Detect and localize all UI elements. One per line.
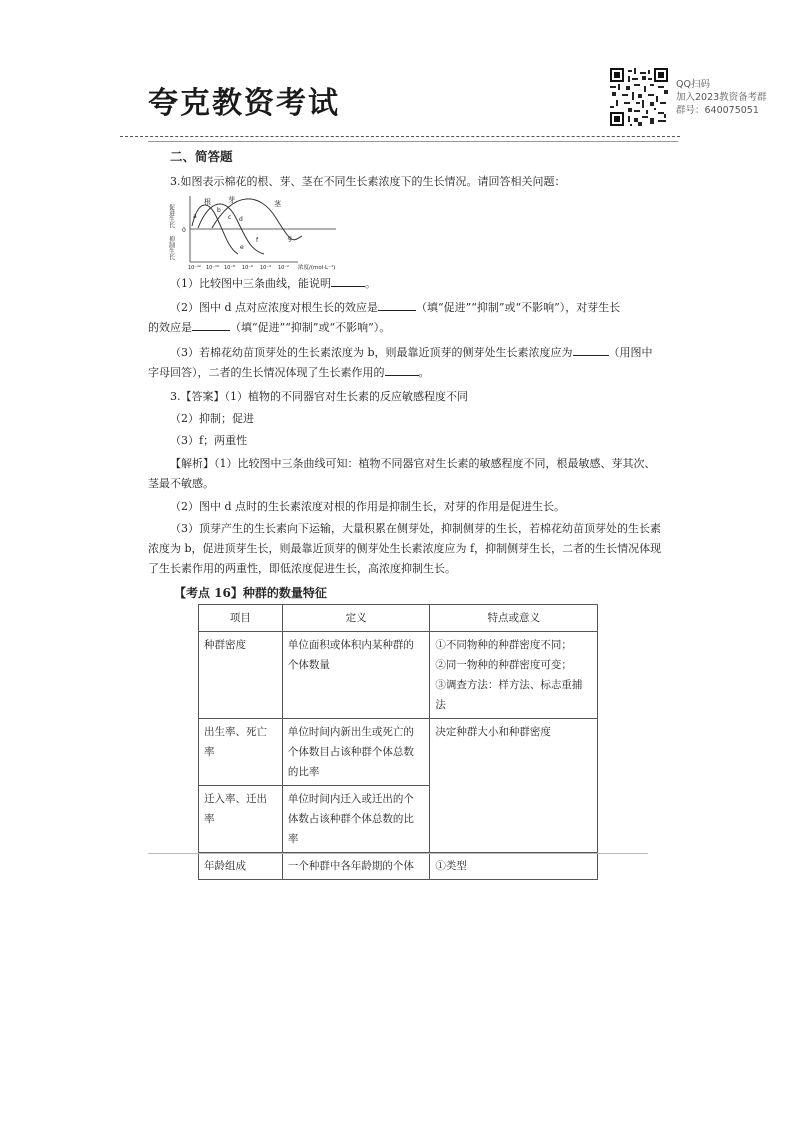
auxin-chart [168,192,348,270]
answer-line-3: （3）f；两重性 [170,434,248,447]
question-3-cont [148,363,430,382]
question-2-text-b: （填“促进”“抑制”或“不影响”），对芽生长 [416,301,621,314]
question-3-text-a: （3）若棉花幼苗顶芽处的生长素浓度为 b，则最靠近顶芽的侧芽处生长素浓度应为 [170,346,573,359]
cell-line: 个体数量 [287,659,330,671]
y-axis-bottom-label: 抑制生长 [168,236,175,260]
answer-blank [378,310,416,311]
table-cell: 一个种群中各年龄期的个体 [282,853,430,880]
question-2-text-c: 的效应是 [148,321,192,334]
answer-blank [385,375,419,376]
question-3-text-c: 字母回答），二者的生长情况体现了生长素作用的 [148,366,385,379]
table-cell: 出生率、死亡率 [199,719,283,786]
question-1 [170,274,376,293]
question-2 [170,298,660,317]
table-cell: ①类型 [430,853,598,880]
question-3-text-d: 。 [418,366,430,379]
table-row [199,853,598,880]
brand-logo-text: 夸克教资考试 [148,86,340,121]
answer-line-2: （2）抑制；促进 [170,412,254,425]
table-cell [282,786,430,853]
analysis-line: （3）顶芽产生的生长素向下运输，大量积累在侧芽处，抑制侧芽的生长，若棉花幼苗顶芽处的生长素 [170,522,661,535]
x-tick-label: 10⁻² [278,265,290,270]
qr-caption-line: 加入2023教资备考群 [676,92,767,103]
table-cell: 决定种群大小和种群密度 [430,719,598,853]
point-label: g [288,235,292,242]
point-label: a [193,213,197,220]
cell-line: 体数占该种群个体总数的比 [287,813,414,825]
table-header-row [199,605,598,632]
analysis-line: 【解析】（1）比较图中三条曲线可知：植物不同器官对生长素的敏感程度不同，根最敏感、芽其次、 [170,457,656,470]
table-header-cell: 特点或意义 [430,605,598,632]
table-cell: 年龄组成 [199,853,283,880]
zero-label: 0 [182,227,186,234]
analysis-line: 了生长素作用的两重性，即低浓度促进生长，高浓度抑制生长。 [148,562,456,575]
cell-line: 单位时间内新出生或死亡的 [287,726,414,738]
table-row [199,632,598,719]
point-label: d [239,216,243,223]
question-stem: 3.如图表示棉花的根、芽、茎在不同生长素浓度下的生长情况。请回答相关问题： [170,175,566,188]
question-1-end: 。 [365,277,376,290]
x-axis-label: 浓度/(mol·L⁻¹) [298,265,336,270]
answer-blank [331,286,365,287]
table-cell [430,632,598,719]
header-divider [148,141,678,142]
x-tick-label: 10⁻¹² [188,265,202,270]
table-header-cell: 项目 [199,605,283,632]
point-label: e [240,244,244,251]
point-label: c [228,214,232,221]
question-3 [170,343,660,362]
cell-line: ③调查方法：样方法、标志重捕法 [435,679,583,711]
page-bottom-divider [148,853,648,854]
question-1-text: （1）比较图中三条曲线，能说明 [170,277,331,290]
table-cell: 迁入率、迁出率 [199,786,283,853]
x-tick-label: 10⁻⁶ [242,265,254,270]
cell-line: 的比率 [287,766,320,778]
curve-label: 根 [204,198,211,206]
cell-line: ②同一物种的种群密度可变； [435,659,572,671]
header-dashed-divider [120,136,680,137]
table-cell [282,719,430,786]
qr-caption-line: QQ扫码 [676,79,710,90]
root-curve [192,205,238,254]
point-label: f [256,237,259,244]
cell-line: 单位时间内迁入或迁出的个 [287,793,414,805]
point-label: b [217,207,221,214]
cell-line: 率 [287,833,299,845]
population-features-table [198,604,598,880]
analysis-line: 浓度为 b，促进顶芽生长，则最靠近顶芽的侧芽处生长素浓度应为 f，抑制侧芽生长，二者的生长情况体现 [148,542,662,555]
answer-blank [573,355,609,356]
question-2-text-a: （2）图中 d 点对应浓度对根生长的效应是 [170,301,379,314]
analysis-line: （2）图中 d 点时的生长素浓度对根的作用是抑制生长，对芽的作用是促进生长。 [170,500,566,513]
x-tick-label: 10⁻⁸ [224,265,236,270]
curve-label: 芽 [228,196,235,204]
y-axis-top-label: 促进生长 [168,204,175,228]
question-2-cont [148,318,390,337]
question-3-text-b: （用图中 [608,346,653,359]
qr-caption [676,78,767,117]
qr-code-icon [610,68,668,126]
curve-label: 茎 [274,200,281,208]
x-tick-label: 10⁻¹⁰ [206,265,220,270]
cell-line: 个体数目占该种群个体总数 [287,746,414,758]
answer-blank [192,330,230,331]
analysis-line: 茎最不敏感。 [148,477,214,490]
kaodian-title: 【考点 16】种群的数量特征 [174,586,327,600]
x-tick-label: 10⁻⁴ [260,265,272,270]
section-title: 二、简答题 [170,149,233,164]
cell-line: ①不同物种的种群密度不同； [435,639,572,651]
cell-line: 单位面积或体积内某种群的 [287,639,414,651]
table-row [199,719,598,786]
table-cell: 种群密度 [199,632,283,719]
answer-heading: 3.【答案】（1）植物的不同器官对生长素的反应敏感程度不同 [170,390,468,403]
qr-caption-line: 群号：640075051 [676,105,759,116]
table-cell [282,632,430,719]
table-header-cell: 定义 [282,605,430,632]
question-2-text-d: （填“促进”“抑制”或“不影响”）。 [230,321,391,334]
